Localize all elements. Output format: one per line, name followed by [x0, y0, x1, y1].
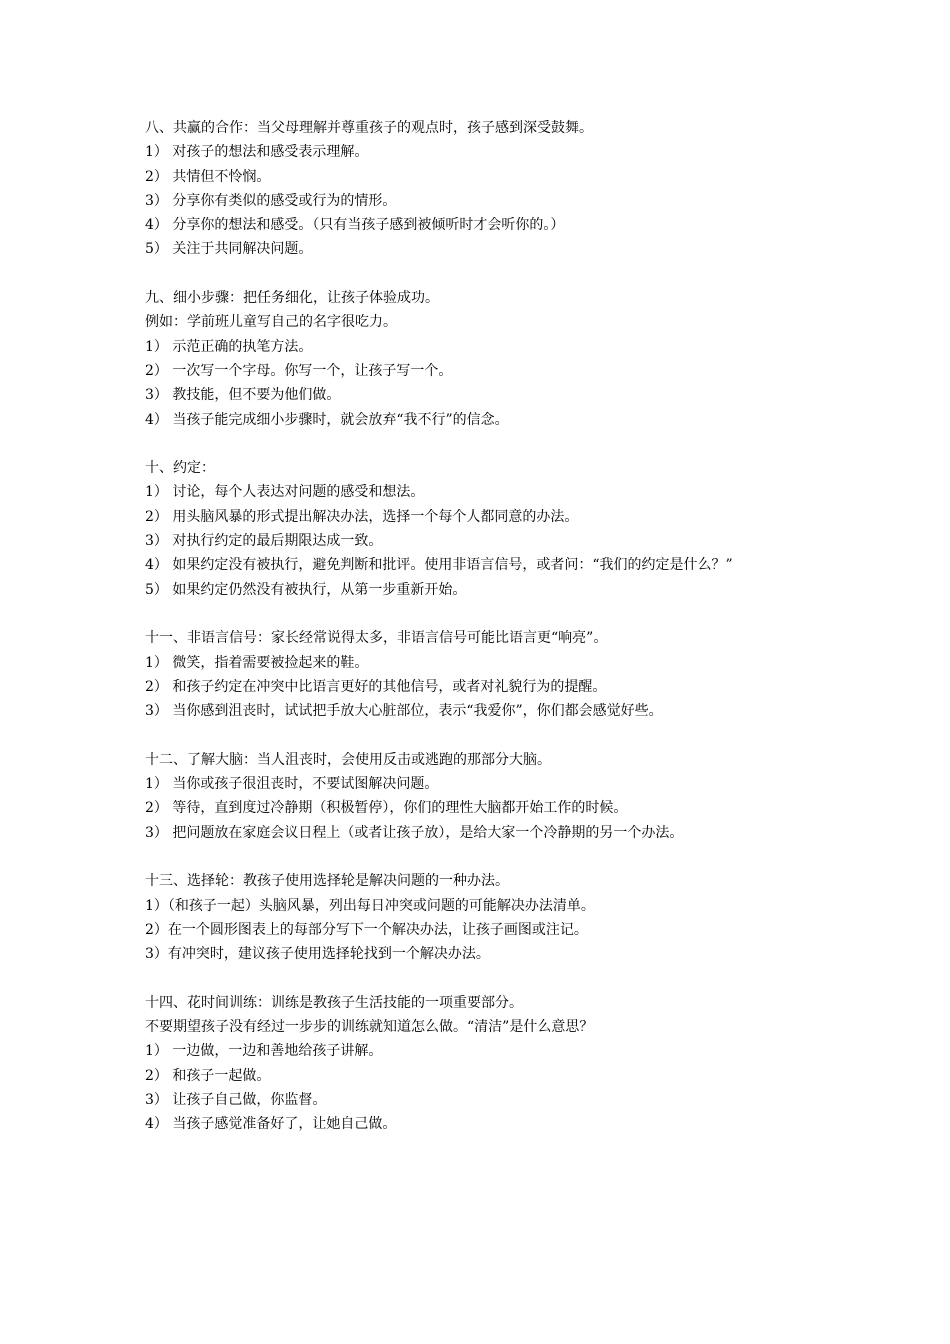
list-item: 3） 把问题放在家庭会议日程上（或者让孩子放），是给大家一个冷静期的另一个办法。 — [145, 824, 684, 841]
list-item: 3） 对执行约定的最后期限达成一致。 — [145, 533, 383, 550]
section-heading: 十二、了解大脑：当人沮丧时，会使用反击或逃跑的那部分大脑。 — [145, 751, 551, 768]
section-nonverbal-signals — [145, 626, 925, 723]
document-page — [145, 116, 925, 1161]
list-item: 1） 一边做，一边和善地给孩子讲解。 — [145, 1043, 383, 1060]
section-heading: 十四、花时间训练：训练是教孩子生活技能的一项重要部分。 — [145, 994, 523, 1011]
list-item: 2） 一次写一个字母。你写一个，让孩子写一个。 — [145, 362, 453, 379]
section-heading: 八、共赢的合作：当父母理解并尊重孩子的观点时，孩子感到深受鼓舞。 — [145, 120, 593, 136]
list-item: 1） 示范正确的执笔方法。 — [145, 338, 313, 355]
list-item: 5） 关注于共同解决问题。 — [145, 241, 313, 258]
section-agreements — [145, 456, 925, 602]
list-item: 2） 和孩子一起做。 — [145, 1067, 271, 1084]
list-item: 4） 如果约定没有被执行，避免判断和批评。使用非语言信号，或者问：“我们的约定是什么？” — [145, 557, 733, 574]
list-item: 4） 当孩子能完成细小步骤时，就会放弃“我不行”的信念。 — [145, 411, 509, 428]
list-item: 4） 分享你的想法和感受。（只有当孩子感到被倾听时才会听你的。） — [145, 217, 565, 234]
list-item: 3） 让孩子自己做，你监督。 — [145, 1091, 327, 1108]
section-heading: 十、约定： — [145, 460, 215, 477]
section-heading: 十一、非语言信号：家长经常说得太多，非语言信号可能比语言更“响亮”。 — [145, 630, 608, 647]
list-item: 1）（和孩子一起）头脑风暴，列出每日冲突或问题的可能解决办法清单。 — [145, 897, 595, 914]
list-item: 1） 当你或孩子很沮丧时，不要试图解决问题。 — [145, 776, 439, 793]
list-item: 2） 共情但不怜悯。 — [145, 168, 271, 185]
list-item: 1） 对孩子的想法和感受表示理解。 — [145, 144, 369, 161]
list-item: 3） 当你感到沮丧时，试试把手放大心脏部位，表示“我爱你”，你们都会感觉好些。 — [145, 703, 663, 720]
list-item: 3）有冲突时，建议孩子使用选择轮找到一个解决办法。 — [145, 946, 490, 963]
list-item: 1） 讨论，每个人表达对问题的感受和想法。 — [145, 484, 425, 501]
example-line: 例如：学前班儿童写自己的名字很吃力。 — [145, 314, 397, 331]
list-item: 3） 分享你有类似的感受或行为的情形。 — [145, 192, 397, 209]
section-choice-wheel — [145, 869, 925, 966]
section-cooperation — [145, 116, 925, 262]
list-item: 3） 教技能，但不要为他们做。 — [145, 387, 341, 404]
intro-line: 不要期望孩子没有经过一步步的训练就知道怎么做。“清洁”是什么意思？ — [145, 1018, 594, 1035]
list-item: 4） 当孩子感觉准备好了，让她自己做。 — [145, 1116, 397, 1133]
section-take-time-training — [145, 991, 925, 1137]
list-item: 5） 如果约定仍然没有被执行，从第一步重新开始。 — [145, 581, 467, 598]
list-item: 1） 微笑，指着需要被捡起来的鞋。 — [145, 654, 369, 671]
section-small-steps — [145, 286, 925, 432]
list-item: 2）在一个圆形图表上的每部分写下一个解决办法，让孩子画图或注记。 — [145, 921, 588, 938]
list-item: 2） 等待，直到度过冷静期（积极暂停），你们的理性大脑都开始工作的时候。 — [145, 800, 628, 817]
section-heading: 九、细小步骤：把任务细化，让孩子体验成功。 — [145, 290, 439, 307]
section-heading: 十三、选择轮：教孩子使用选择轮是解决问题的一种办法。 — [145, 873, 509, 890]
section-understand-brain — [145, 748, 925, 845]
list-item: 2） 用头脑风暴的形式提出解决办法，选择一个每个人都同意的办法。 — [145, 508, 579, 525]
list-item: 2） 和孩子约定在冲突中比语言更好的其他信号，或者对礼貌行为的提醒。 — [145, 678, 607, 695]
